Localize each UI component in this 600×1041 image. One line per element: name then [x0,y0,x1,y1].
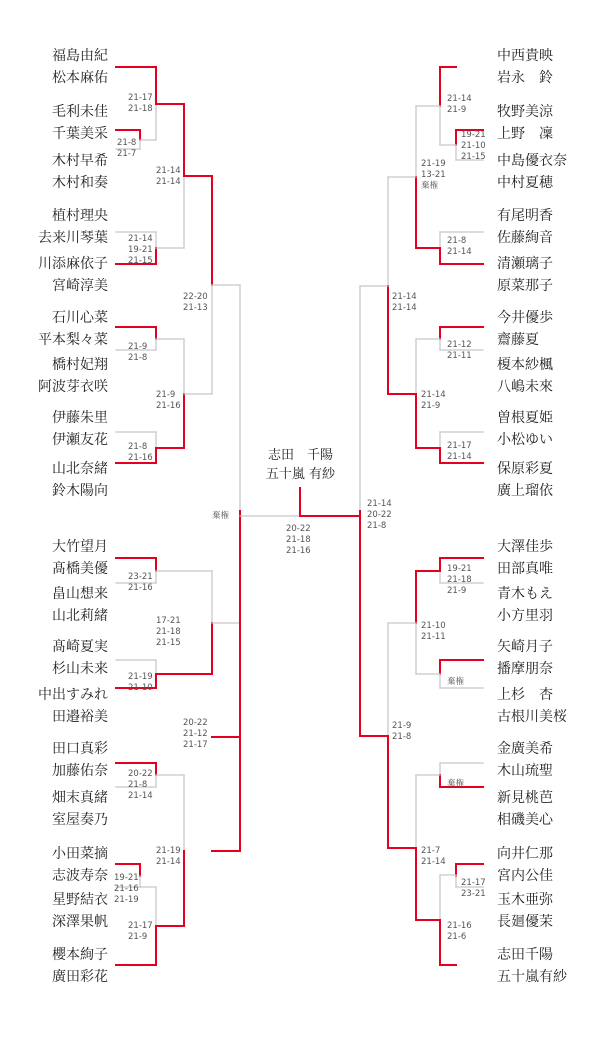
match-score: 21-17 21-9 [128,921,153,942]
match-score: 21-16 21-6 [447,921,472,942]
right-player-entry: 今井優歩 齋藤夏 [497,310,553,348]
match-score: 21-14 21-14 [392,292,417,313]
match-score: 21-14 21-9 [447,94,472,115]
left-player-entry: 大竹望月 髙橋美優 [52,539,108,577]
left-player-entry: 髙崎夏実 杉山未来 [52,639,108,677]
match-score: 棄権 [447,677,465,687]
match-score: 20-22 21-8 21-14 [128,769,153,801]
match-score: 21-8 21-7 [117,138,137,159]
right-player-entry: 大澤佳歩 田部真唯 [497,539,553,577]
match-score: 21-14 19-21 21-15 [128,234,153,266]
match-score: 21-17 21-14 [447,441,472,462]
left-player-entry: 星野結衣 深澤果帆 [52,892,108,930]
right-player-entry: 金廣美希 木山琉聖 [497,741,553,779]
left-player-entry: 畠山想来 山北莉緒 [52,586,108,624]
right-player-entry: 向井仁那 宮内公佳 [497,846,553,884]
left-player-entry: 伊藤朱里 伊瀬友花 [52,410,108,448]
right-player-entry: 清瀬璃子 原菜那子 [497,256,553,294]
match-score: 21-14 21-9 [421,390,446,411]
right-player-entry: 志田千陽 五十嵐有紗 [497,947,567,985]
match-score: 22-20 21-13 [183,292,208,313]
champion-label: 志田 千陽 五十嵐 有紗 [265,448,336,482]
match-score: 棄権 [212,511,230,521]
match-score: 21-10 21-11 [421,621,446,642]
right-player-entry: 中島優衣奈 中村夏穂 [497,153,567,191]
right-player-entry: 上杉 杏 古根川美桜 [497,687,567,725]
match-score: 21-8 21-16 [128,442,153,463]
right-player-entry: 有尾明香 佐藤絢音 [497,208,553,246]
right-player-entry: 玉木亜弥 長廻優茉 [497,892,553,930]
left-player-entry: 田口真彩 加藤佑奈 [52,741,108,779]
left-player-entry: 福島由紀 松本麻佑 [52,48,108,86]
match-score: 21-12 21-11 [447,340,472,361]
left-player-entry: 橋村妃翔 阿波芽衣咲 [38,357,108,395]
left-player-entry: 毛利未佳 千葉美采 [52,104,108,142]
left-player-entry: 石川心菜 平本梨々菜 [38,310,108,348]
match-score: 19-21 21-18 21-9 [447,564,472,596]
right-player-entry: 新見桃芭 相磯美心 [497,790,553,828]
right-player-entry: 曽根夏姫 小松ゆい [497,410,553,448]
left-player-entry: 山北奈緒 鈴木陽向 [52,461,108,499]
left-player-entry: 中出すみれ 田邉裕美 [38,687,108,725]
match-score: 棄権 [447,779,465,789]
right-player-entry: 保原彩夏 廣上瑠依 [497,461,553,499]
match-score: 21-14 20-22 21-8 [367,499,392,531]
left-player-entry: 櫻本絢子 廣田彩花 [52,947,108,985]
final-score: 20-22 21-18 21-16 [286,524,311,556]
match-score: 21-19 21-10 [128,672,153,693]
right-player-entry: 中西貴映 岩永 鈴 [497,48,553,86]
match-score: 21-19 21-14 [156,846,181,867]
left-player-entry: 植村理央 去来川琴葉 [38,208,108,246]
match-score: 19-21 21-10 21-15 [461,130,486,162]
right-player-entry: 榎本紗楓 八嶋未來 [497,357,553,395]
match-score: 21-9 21-8 [128,342,148,363]
match-score: 21-7 21-14 [421,846,446,867]
right-player-entry: 青木もえ 小方里羽 [497,586,553,624]
match-score: 17-21 21-18 21-15 [156,616,181,648]
left-player-entry: 小田菜摘 志波寿奈 [52,846,108,884]
match-score: 21-9 21-16 [156,390,181,411]
left-player-entry: 畑末真緒 室屋奏乃 [52,790,108,828]
match-score: 21-8 21-14 [447,236,472,257]
match-score: 21-9 21-8 [392,721,412,742]
match-score: 21-14 21-14 [156,166,181,187]
match-score: 23-21 21-16 [128,572,153,593]
match-score: 19-21 21-16 21-19 [114,873,139,905]
match-score: 21-19 13-21 棄権 [421,159,446,191]
left-player-entry: 川添麻依子 宮崎淳美 [38,256,108,294]
match-score: 21-17 23-21 [461,878,486,899]
right-player-entry: 矢崎月子 播摩朋奈 [497,639,553,677]
match-score: 21-17 21-18 [128,93,153,114]
match-score: 20-22 21-12 21-17 [183,718,208,750]
right-player-entry: 牧野美涼 上野 凜 [497,104,553,142]
left-player-entry: 木村早希 木村和奏 [52,153,108,191]
